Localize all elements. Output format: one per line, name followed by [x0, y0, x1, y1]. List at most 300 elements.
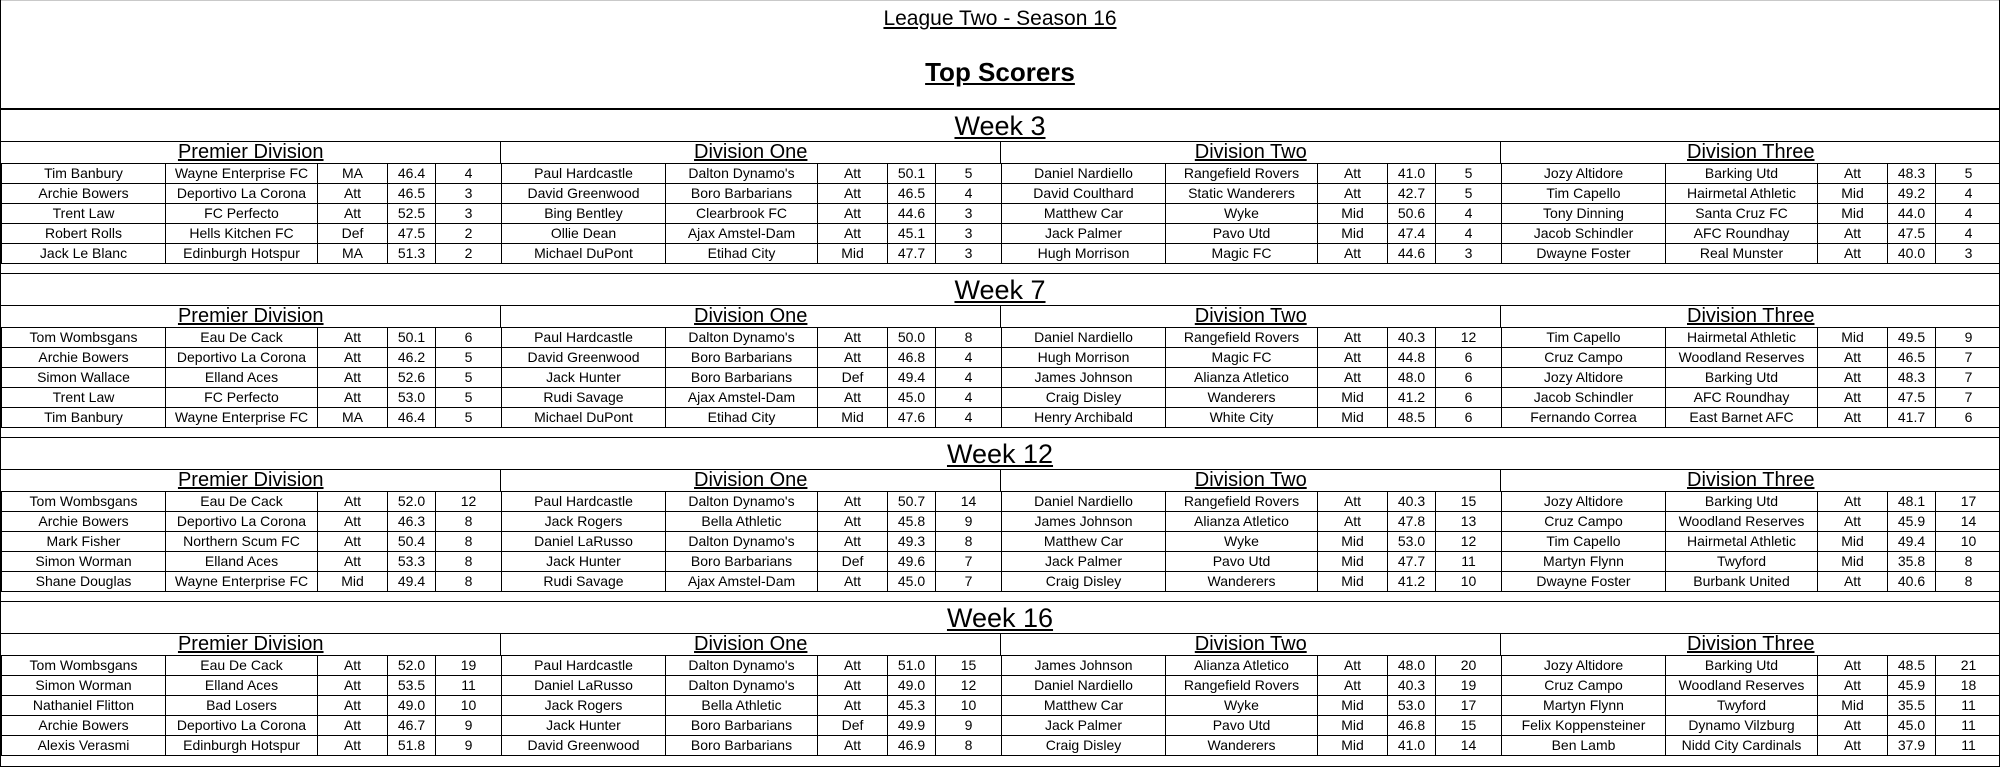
- player-name-cell: Rudi Savage: [502, 572, 666, 592]
- division-label: Premier Division: [177, 305, 324, 327]
- position-cell: Att: [818, 572, 888, 592]
- player-name-cell: Hugh Morrison: [1002, 348, 1166, 368]
- club-name-cell: Alianza Atletico: [1166, 512, 1318, 532]
- goals-cell: 4: [936, 368, 1002, 388]
- division-heading: [1, 634, 501, 655]
- rating-cell: 51.0: [888, 656, 936, 676]
- player-name-cell: Jack Hunter: [502, 716, 666, 736]
- club-name-cell: Dalton Dynamo's: [666, 492, 818, 512]
- player-name-cell: Jack Palmer: [1002, 716, 1166, 736]
- week-label: Week 12: [946, 439, 1054, 469]
- club-name-cell: Hells Kitchen FC: [166, 224, 318, 244]
- scorers-table: [1, 163, 2000, 264]
- club-name-cell: Bella Athletic: [666, 696, 818, 716]
- player-name-cell: Jack Hunter: [502, 368, 666, 388]
- goals-cell: 6: [1436, 348, 1502, 368]
- position-cell: Att: [818, 204, 888, 224]
- goals-cell: 3: [936, 204, 1002, 224]
- division-heading: [1501, 470, 2000, 491]
- rating-cell: 37.9: [1888, 736, 1936, 756]
- goals-cell: 19: [436, 656, 502, 676]
- club-name-cell: Hairmetal Athletic: [1666, 328, 1818, 348]
- rating-cell: 46.5: [1888, 348, 1936, 368]
- week-section: [1, 109, 1999, 273]
- rating-cell: 46.8: [888, 348, 936, 368]
- club-name-cell: Ajax Amstel-Dam: [666, 572, 818, 592]
- rating-cell: 52.0: [388, 656, 436, 676]
- position-cell: Att: [818, 184, 888, 204]
- position-cell: Att: [1318, 656, 1388, 676]
- player-name-cell: James Johnson: [1002, 368, 1166, 388]
- position-cell: Att: [1318, 492, 1388, 512]
- table-row: [2, 512, 2000, 532]
- rating-cell: 44.6: [1388, 244, 1436, 264]
- goals-cell: 9: [936, 716, 1002, 736]
- goals-cell: 4: [936, 184, 1002, 204]
- club-name-cell: Wyke: [1166, 532, 1318, 552]
- division-divider: [500, 634, 501, 655]
- player-name-cell: Simon Worman: [2, 676, 166, 696]
- goals-cell: 12: [436, 492, 502, 512]
- week-heading: [1, 109, 1999, 142]
- division-label: Division One: [694, 633, 808, 655]
- player-name-cell: Daniel Nardiello: [1002, 492, 1166, 512]
- rating-cell: 45.8: [888, 512, 936, 532]
- position-cell: Att: [318, 328, 388, 348]
- goals-cell: 11: [1936, 716, 2000, 736]
- table-row: [2, 164, 2000, 184]
- rating-cell: 41.7: [1888, 408, 1936, 428]
- club-name-cell: Elland Aces: [166, 676, 318, 696]
- goals-cell: 6: [1936, 408, 2000, 428]
- club-name-cell: Wanderers: [1166, 736, 1318, 756]
- player-name-cell: Nathaniel Flitton: [2, 696, 166, 716]
- position-cell: Att: [1818, 244, 1888, 264]
- week-label: Week 16: [946, 603, 1054, 633]
- club-name-cell: Wayne Enterprise FC: [166, 164, 318, 184]
- position-cell: Mid: [1318, 572, 1388, 592]
- position-cell: Att: [1318, 184, 1388, 204]
- goals-cell: 10: [936, 696, 1002, 716]
- division-label: Premier Division: [177, 141, 324, 163]
- position-cell: Att: [1318, 348, 1388, 368]
- week-heading: [1, 273, 1999, 306]
- position-cell: Att: [1818, 224, 1888, 244]
- position-cell: Att: [318, 512, 388, 532]
- position-cell: Att: [318, 184, 388, 204]
- player-name-cell: Fernando Correa: [1502, 408, 1666, 428]
- rating-cell: 47.5: [1888, 388, 1936, 408]
- rating-cell: 48.3: [1888, 368, 1936, 388]
- rating-cell: 45.9: [1888, 676, 1936, 696]
- division-label: Premier Division: [177, 469, 324, 491]
- rating-cell: 41.2: [1388, 572, 1436, 592]
- goals-cell: 5: [436, 368, 502, 388]
- rating-cell: 44.8: [1388, 348, 1436, 368]
- player-name-cell: Paul Hardcastle: [502, 328, 666, 348]
- club-name-cell: Eau De Cack: [166, 656, 318, 676]
- scorers-table: [1, 491, 2000, 592]
- rating-cell: 47.5: [388, 224, 436, 244]
- goals-cell: 5: [1936, 164, 2000, 184]
- position-cell: Att: [1318, 368, 1388, 388]
- goals-cell: 4: [1436, 204, 1502, 224]
- club-name-cell: Woodland Reserves: [1666, 512, 1818, 532]
- goals-cell: 4: [1936, 204, 2000, 224]
- club-name-cell: Ajax Amstel-Dam: [666, 388, 818, 408]
- club-name-cell: Woodland Reserves: [1666, 676, 1818, 696]
- goals-cell: 11: [436, 676, 502, 696]
- rating-cell: 53.0: [1388, 696, 1436, 716]
- table-row: [2, 244, 2000, 264]
- club-name-cell: Deportivo La Corona: [166, 348, 318, 368]
- player-name-cell: Ben Lamb: [1502, 736, 1666, 756]
- club-name-cell: Alianza Atletico: [1166, 368, 1318, 388]
- position-cell: Att: [818, 224, 888, 244]
- week-heading: [1, 437, 1999, 470]
- position-cell: Mid: [1818, 696, 1888, 716]
- rating-cell: 53.0: [388, 388, 436, 408]
- club-name-cell: Magic FC: [1166, 244, 1318, 264]
- club-name-cell: Deportivo La Corona: [166, 512, 318, 532]
- goals-cell: 5: [436, 388, 502, 408]
- position-cell: Att: [1818, 736, 1888, 756]
- position-cell: Mid: [1818, 552, 1888, 572]
- club-name-cell: Pavo Utd: [1166, 552, 1318, 572]
- rating-cell: 53.3: [388, 552, 436, 572]
- club-name-cell: Eau De Cack: [166, 328, 318, 348]
- rating-cell: 53.0: [1388, 532, 1436, 552]
- position-cell: Att: [1818, 492, 1888, 512]
- rating-cell: 40.3: [1388, 676, 1436, 696]
- position-cell: Att: [1818, 572, 1888, 592]
- player-name-cell: Jozy Altidore: [1502, 492, 1666, 512]
- player-name-cell: Jack Hunter: [502, 552, 666, 572]
- player-name-cell: Michael DuPont: [502, 244, 666, 264]
- goals-cell: 4: [1436, 224, 1502, 244]
- player-name-cell: Rudi Savage: [502, 388, 666, 408]
- player-name-cell: David Greenwood: [502, 348, 666, 368]
- table-row: [2, 696, 2000, 716]
- rating-cell: 46.7: [388, 716, 436, 736]
- club-name-cell: Boro Barbarians: [666, 368, 818, 388]
- player-name-cell: Tim Capello: [1502, 532, 1666, 552]
- table-row: [2, 368, 2000, 388]
- player-name-cell: Jozy Altidore: [1502, 368, 1666, 388]
- club-name-cell: Edinburgh Hotspur: [166, 244, 318, 264]
- division-label: Premier Division: [177, 633, 324, 655]
- club-name-cell: Pavo Utd: [1166, 224, 1318, 244]
- rating-cell: 52.5: [388, 204, 436, 224]
- week-heading: [1, 601, 1999, 634]
- club-name-cell: Barking Utd: [1666, 368, 1818, 388]
- club-name-cell: Rangefield Rovers: [1166, 164, 1318, 184]
- club-name-cell: White City: [1166, 408, 1318, 428]
- rating-cell: 49.4: [1888, 532, 1936, 552]
- division-label: Division Three: [1687, 141, 1815, 163]
- position-cell: Def: [818, 552, 888, 572]
- club-name-cell: Etihad City: [666, 244, 818, 264]
- division-divider: [1000, 470, 1001, 491]
- division-divider: [1000, 634, 1001, 655]
- player-name-cell: Tim Banbury: [2, 408, 166, 428]
- division-heading: [1001, 634, 1501, 655]
- club-name-cell: Pavo Utd: [1166, 716, 1318, 736]
- player-name-cell: Cruz Campo: [1502, 676, 1666, 696]
- week-section: [1, 273, 1999, 437]
- goals-cell: 7: [1936, 368, 2000, 388]
- goals-cell: 3: [436, 184, 502, 204]
- club-name-cell: Twyford: [1666, 696, 1818, 716]
- goals-cell: 9: [936, 512, 1002, 532]
- rating-cell: 50.1: [388, 328, 436, 348]
- goals-cell: 8: [436, 552, 502, 572]
- division-heading: [1001, 306, 1501, 327]
- goals-cell: 2: [436, 224, 502, 244]
- rating-cell: 50.0: [888, 328, 936, 348]
- player-name-cell: Matthew Car: [1002, 204, 1166, 224]
- player-name-cell: Martyn Flynn: [1502, 552, 1666, 572]
- player-name-cell: Archie Bowers: [2, 184, 166, 204]
- position-cell: Def: [818, 716, 888, 736]
- player-name-cell: Daniel Nardiello: [1002, 164, 1166, 184]
- table-row: [2, 348, 2000, 368]
- player-name-cell: James Johnson: [1002, 512, 1166, 532]
- club-name-cell: Dalton Dynamo's: [666, 164, 818, 184]
- player-name-cell: Simon Worman: [2, 552, 166, 572]
- position-cell: Att: [318, 368, 388, 388]
- position-cell: Mid: [1318, 408, 1388, 428]
- rating-cell: 45.9: [1888, 512, 1936, 532]
- player-name-cell: Dwayne Foster: [1502, 572, 1666, 592]
- player-name-cell: Daniel Nardiello: [1002, 328, 1166, 348]
- club-name-cell: Boro Barbarians: [666, 184, 818, 204]
- goals-cell: 14: [936, 492, 1002, 512]
- goals-cell: 12: [1436, 328, 1502, 348]
- rating-cell: 50.6: [1388, 204, 1436, 224]
- goals-cell: 6: [436, 328, 502, 348]
- club-name-cell: Rangefield Rovers: [1166, 492, 1318, 512]
- goals-cell: 8: [936, 736, 1002, 756]
- club-name-cell: Hairmetal Athletic: [1666, 184, 1818, 204]
- club-name-cell: Eau De Cack: [166, 492, 318, 512]
- division-label: Division Two: [1194, 141, 1307, 163]
- player-name-cell: Jack Rogers: [502, 696, 666, 716]
- club-name-cell: Barking Utd: [1666, 656, 1818, 676]
- goals-cell: 6: [1436, 408, 1502, 428]
- division-divider: [1000, 306, 1001, 327]
- player-name-cell: David Greenwood: [502, 736, 666, 756]
- player-name-cell: Matthew Car: [1002, 532, 1166, 552]
- position-cell: Mid: [1818, 328, 1888, 348]
- rating-cell: 35.8: [1888, 552, 1936, 572]
- position-cell: Att: [1318, 512, 1388, 532]
- rating-cell: 48.3: [1888, 164, 1936, 184]
- division-divider: [500, 306, 501, 327]
- goals-cell: 10: [1936, 532, 2000, 552]
- table-row: [2, 656, 2000, 676]
- goals-cell: 13: [1436, 512, 1502, 532]
- position-cell: Att: [1318, 328, 1388, 348]
- goals-cell: 8: [436, 512, 502, 532]
- position-cell: Att: [818, 348, 888, 368]
- division-heading: [1501, 634, 2000, 655]
- player-name-cell: Michael DuPont: [502, 408, 666, 428]
- division-label: Division Three: [1687, 469, 1815, 491]
- division-divider: [1500, 470, 1501, 491]
- table-row: [2, 716, 2000, 736]
- club-name-cell: Dalton Dynamo's: [666, 656, 818, 676]
- club-name-cell: Dalton Dynamo's: [666, 328, 818, 348]
- rating-cell: 48.1: [1888, 492, 1936, 512]
- goals-cell: 19: [1436, 676, 1502, 696]
- club-name-cell: Northern Scum FC: [166, 532, 318, 552]
- position-cell: Mid: [1318, 204, 1388, 224]
- goals-cell: 2: [436, 244, 502, 264]
- club-name-cell: AFC Roundhay: [1666, 388, 1818, 408]
- rating-cell: 45.1: [888, 224, 936, 244]
- week-section: [1, 601, 1999, 765]
- table-row: [2, 532, 2000, 552]
- club-name-cell: Rangefield Rovers: [1166, 676, 1318, 696]
- rating-cell: 46.3: [388, 512, 436, 532]
- division-label: Division One: [694, 469, 808, 491]
- rating-cell: 50.1: [888, 164, 936, 184]
- club-name-cell: Boro Barbarians: [666, 736, 818, 756]
- club-name-cell: Barking Utd: [1666, 164, 1818, 184]
- club-name-cell: Alianza Atletico: [1166, 656, 1318, 676]
- position-cell: Mid: [1818, 204, 1888, 224]
- club-name-cell: Clearbrook FC: [666, 204, 818, 224]
- division-heading: [1, 306, 501, 327]
- position-cell: Mid: [1318, 388, 1388, 408]
- player-name-cell: Paul Hardcastle: [502, 164, 666, 184]
- goals-cell: 10: [436, 696, 502, 716]
- goals-cell: 6: [1436, 368, 1502, 388]
- position-cell: Att: [318, 348, 388, 368]
- player-name-cell: Cruz Campo: [1502, 512, 1666, 532]
- club-name-cell: Wanderers: [1166, 572, 1318, 592]
- rating-cell: 40.0: [1888, 244, 1936, 264]
- club-name-cell: Bad Losers: [166, 696, 318, 716]
- division-heading: [501, 306, 1001, 327]
- rating-cell: 47.7: [888, 244, 936, 264]
- club-name-cell: Twyford: [1666, 552, 1818, 572]
- goals-cell: 8: [436, 572, 502, 592]
- rating-cell: 44.0: [1888, 204, 1936, 224]
- position-cell: Att: [318, 656, 388, 676]
- position-cell: Att: [318, 676, 388, 696]
- club-name-cell: Deportivo La Corona: [166, 184, 318, 204]
- position-cell: Att: [1818, 388, 1888, 408]
- player-name-cell: Trent Law: [2, 388, 166, 408]
- player-name-cell: Robert Rolls: [2, 224, 166, 244]
- rating-cell: 45.0: [888, 388, 936, 408]
- goals-cell: 4: [1936, 184, 2000, 204]
- goals-cell: 14: [1936, 512, 2000, 532]
- club-name-cell: Ajax Amstel-Dam: [666, 224, 818, 244]
- rating-cell: 46.4: [388, 164, 436, 184]
- goals-cell: 8: [936, 328, 1002, 348]
- club-name-cell: Dalton Dynamo's: [666, 532, 818, 552]
- club-name-cell: Etihad City: [666, 408, 818, 428]
- table-row: [2, 204, 2000, 224]
- position-cell: Att: [1318, 676, 1388, 696]
- rating-cell: 40.3: [1388, 328, 1436, 348]
- position-cell: Att: [818, 532, 888, 552]
- rating-cell: 40.3: [1388, 492, 1436, 512]
- club-name-cell: FC Perfecto: [166, 388, 318, 408]
- club-name-cell: Wayne Enterprise FC: [166, 408, 318, 428]
- position-cell: Att: [318, 736, 388, 756]
- division-heading: [1501, 142, 2000, 163]
- goals-cell: 5: [436, 348, 502, 368]
- position-cell: Att: [818, 328, 888, 348]
- division-divider: [1500, 306, 1501, 327]
- club-name-cell: Boro Barbarians: [666, 348, 818, 368]
- position-cell: Att: [318, 552, 388, 572]
- goals-cell: 8: [936, 532, 1002, 552]
- club-name-cell: Elland Aces: [166, 368, 318, 388]
- position-cell: Att: [1818, 656, 1888, 676]
- division-divider: [1500, 142, 1501, 163]
- position-cell: MA: [318, 164, 388, 184]
- player-name-cell: Tom Wombsgans: [2, 492, 166, 512]
- goals-cell: 12: [1436, 532, 1502, 552]
- goals-cell: 10: [1436, 572, 1502, 592]
- position-cell: Att: [1318, 164, 1388, 184]
- player-name-cell: Tom Wombsgans: [2, 328, 166, 348]
- player-name-cell: Jozy Altidore: [1502, 164, 1666, 184]
- goals-cell: 4: [1936, 224, 2000, 244]
- position-cell: Mid: [1818, 532, 1888, 552]
- goals-cell: 11: [1936, 736, 2000, 756]
- position-cell: Att: [818, 656, 888, 676]
- rating-cell: 50.7: [888, 492, 936, 512]
- goals-cell: 7: [1936, 388, 2000, 408]
- player-name-cell: Ollie Dean: [502, 224, 666, 244]
- player-name-cell: David Greenwood: [502, 184, 666, 204]
- table-row: [2, 408, 2000, 428]
- goals-cell: 5: [936, 164, 1002, 184]
- table-row: [2, 552, 2000, 572]
- rating-cell: 41.0: [1388, 164, 1436, 184]
- position-cell: Att: [318, 388, 388, 408]
- league-subtitle: League Two - Season 16: [883, 7, 1117, 30]
- position-cell: Att: [1818, 716, 1888, 736]
- rating-cell: 41.2: [1388, 388, 1436, 408]
- goals-cell: 7: [936, 572, 1002, 592]
- goals-cell: 21: [1936, 656, 2000, 676]
- club-name-cell: Wyke: [1166, 696, 1318, 716]
- position-cell: Att: [818, 696, 888, 716]
- table-row: [2, 328, 2000, 348]
- club-name-cell: Real Munster: [1666, 244, 1818, 264]
- goals-cell: 20: [1436, 656, 1502, 676]
- goals-cell: 6: [1436, 388, 1502, 408]
- club-name-cell: Burbank United: [1666, 572, 1818, 592]
- rating-cell: 53.5: [388, 676, 436, 696]
- player-name-cell: Matthew Car: [1002, 696, 1166, 716]
- goals-cell: 18: [1936, 676, 2000, 696]
- scorers-table: [1, 327, 2000, 428]
- goals-cell: 8: [1936, 552, 2000, 572]
- division-heading: [1501, 306, 2000, 327]
- rating-cell: 35.5: [1888, 696, 1936, 716]
- rating-cell: 46.9: [888, 736, 936, 756]
- player-name-cell: Craig Disley: [1002, 736, 1166, 756]
- player-name-cell: Jack Le Blanc: [2, 244, 166, 264]
